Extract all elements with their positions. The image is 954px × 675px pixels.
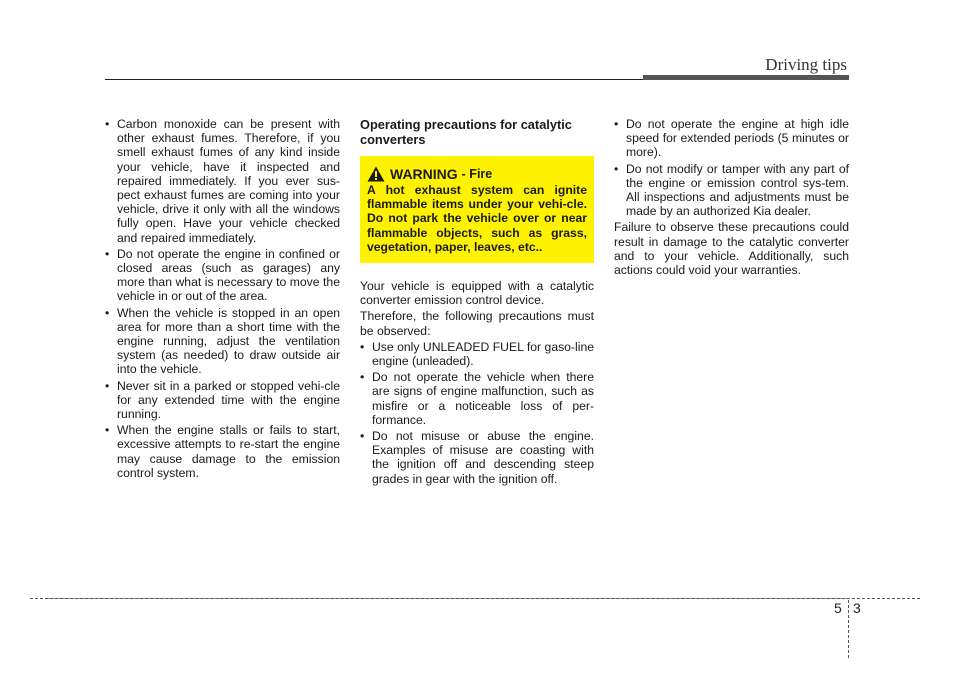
- warning-box: [360, 156, 594, 263]
- list-item: • Do not operate the engine at high idle speed for extended periods (5 minutes or more).: [614, 117, 849, 160]
- warning-triangle-icon: [367, 166, 385, 182]
- warning-subtitle: - Fire: [461, 166, 493, 181]
- paragraph: Your vehicle is equipped with a catalytic converter emission control device.: [360, 279, 594, 308]
- header-title: Driving tips: [765, 55, 847, 74]
- list-item: • Do not operate the engine in confined or closed areas (such as garages) any more than what is necessary to move the vehicle in or out of the area.: [105, 247, 340, 304]
- warning-body: A hot exhaust system can ignite flammable items under your vehi-cle. Do not park the vehicle over or near flammable objects, such as grass, vegetation, paper, leaves, etc..: [367, 183, 587, 254]
- warning-word: WARNING: [390, 165, 458, 182]
- header-accent-bar: [643, 75, 849, 80]
- warning-title: [367, 166, 587, 182]
- column-right: [614, 117, 849, 279]
- list-item: • When the vehicle is stopped in an open area for more than a short time with the engine running, adjust the ventilation system (as needed) to draw outside air into the vehicle.: [105, 306, 340, 377]
- page-number-divider: [848, 600, 849, 658]
- list-item: • Do not modify or tamper with any part of the engine or emission control sys-tem. All inspections and adjustments must be made by an authorized Kia dealer.: [614, 162, 849, 219]
- paragraph: Failure to observe these precautions could result in damage to the catalytic converter and to your vehicle. Additionally, such actions could void your warranties.: [614, 220, 849, 278]
- list-item: • Never sit in a parked or stopped vehi-cle for any extended time with the engine running.: [105, 379, 340, 422]
- section-heading: Operating precautions for catalytic converters: [360, 117, 572, 147]
- bullet-list-right: [614, 117, 849, 218]
- list-item: • Do not operate the vehicle when there are signs of engine malfunction, such as misfire or a noticeable loss of per-formance.: [360, 370, 594, 427]
- column-middle: [360, 117, 594, 488]
- paragraph: Therefore, the following precautions must be observed:: [360, 309, 594, 338]
- list-item: • When the engine stalls or fails to start, excessive attempts to re-start the engine may cause damage to the emission control system.: [105, 423, 340, 480]
- list-item: • Use only UNLEADED FUEL for gaso-line engine (unleaded).: [360, 340, 594, 368]
- chapter-number: 5: [834, 600, 842, 616]
- list-item: • Do not misuse or abuse the engine. Examples of misuse are coasting with the ignition off and descending steep grades in gear with the ignition off.: [360, 429, 594, 486]
- list-item: • Carbon monoxide can be present with other exhaust fumes. Therefore, if you smell exhaust fumes of any kind inside your vehicle, have it inspected and repaired immediately. If you ever sus-pect exhaust fumes are coming into your vehicle, drive it only with all the windows fully open. Have your vehicle checked and repaired immediately.: [105, 117, 340, 245]
- bullet-list-left: [105, 117, 340, 480]
- bullet-list-middle: [360, 340, 594, 486]
- column-left: [105, 117, 340, 482]
- footer-rule-solid: [46, 598, 849, 599]
- page-number: 3: [853, 600, 861, 616]
